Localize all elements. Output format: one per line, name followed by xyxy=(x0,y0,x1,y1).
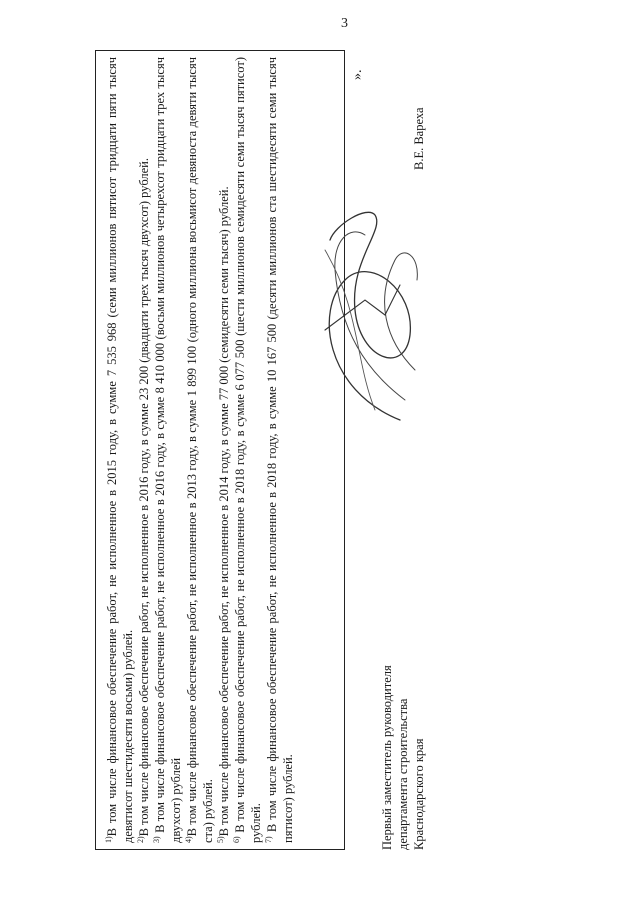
footnotes-frame xyxy=(95,50,345,850)
footnote-mark: 6) xyxy=(231,836,241,843)
footnote-2 xyxy=(136,57,152,843)
signature-block xyxy=(379,50,439,850)
footnote-text: В том числе финансовое обеспечение работ, не исполненное в 2018 году, в сумме 6 077 500 (шести миллионов семидесяти семи тысяч пятисот) рублей. xyxy=(233,57,263,843)
signatory-title xyxy=(379,530,427,850)
signatory-title-line: Краснодарского края xyxy=(412,738,426,850)
footnote-text: В том числе финансовое обеспечение работ, не исполненное в 2016 году, в сумме 8 410 000 (восьми миллионов четырехсот тридцати трех тысяч двухсот) рублей xyxy=(153,57,183,843)
signatory-title-line: Первый заместитель руководителя xyxy=(380,665,394,850)
footnote-7 xyxy=(264,57,296,843)
rotated-document-content xyxy=(95,50,555,850)
signatory-name: В.Е. Вареха xyxy=(412,107,426,170)
footnote-text: В том числе финансовое обеспечение работ, не исполненное в 2013 году, в сумме 1 899 100 (одного миллиона восьмисот девяноста девяти тысяч ста) рублей. xyxy=(185,57,215,843)
footnote-5 xyxy=(216,57,232,843)
footnote-mark: 7) xyxy=(263,836,273,843)
footnote-mark: 1) xyxy=(103,836,113,843)
closing-quote: ». xyxy=(350,69,365,80)
footnote-text: В том числе финансовое обеспечение работ, не исполненное в 2014 году, в сумме 77 000 (семидесяти семи тысяч) рублей. xyxy=(217,186,231,837)
footnote-mark: 5) xyxy=(215,836,225,843)
footnote-6 xyxy=(232,57,264,843)
footnote-text: В том числе финансовое обеспечение работ, не исполненное в 2015 году, в сумме 7 535 968 (семи миллионов пятисот тридцати пяти тысяч девятисот шестидесяти восьми) рублей. xyxy=(105,57,135,843)
footnote-3 xyxy=(152,57,184,843)
footnote-text: В том числе финансовое обеспечение работ, не исполненное в 2018 году, в сумме 10 167 500 (десяти миллионов ста шестидесяти семи тысяч пятисот) рублей. xyxy=(265,57,295,843)
footnote-mark: 4) xyxy=(183,836,193,843)
footnote-1 xyxy=(104,57,136,843)
footnote-mark: 3) xyxy=(151,836,161,843)
footnote-mark: 2) xyxy=(135,836,145,843)
footnote-4 xyxy=(184,57,216,843)
signatory-title-line: департамента строительства xyxy=(396,698,410,850)
page-number: 3 xyxy=(341,16,348,31)
handwritten-signature xyxy=(305,200,435,430)
footnote-text: В том числе финансовое обеспечение работ, не исполненное в 2016 году, в сумме 23 200 (двадцати трех тысяч двухсот) рублей. xyxy=(137,158,151,837)
